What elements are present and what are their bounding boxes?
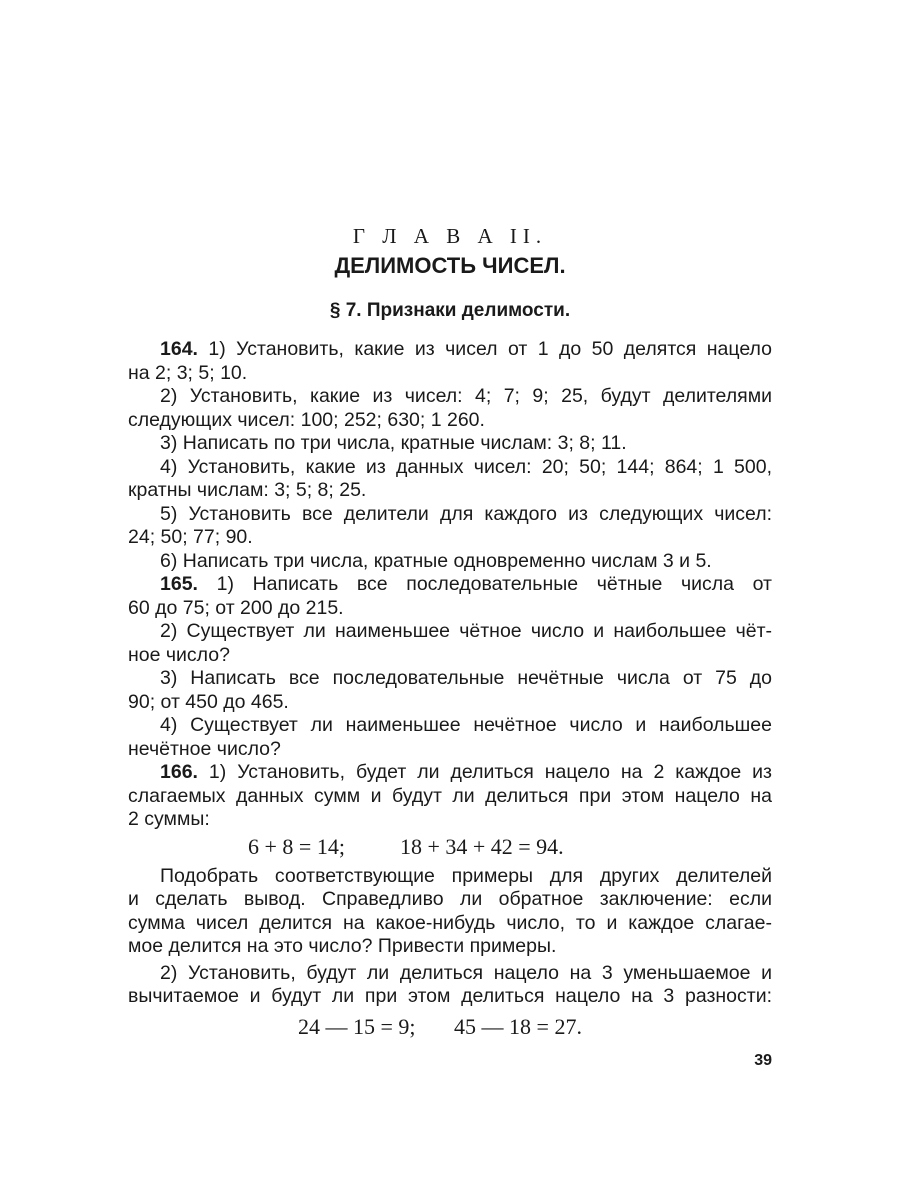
text-line: мое делится на это число? Привести примеры. [128, 935, 557, 957]
text-line: сумма чисел делится на какое-нибудь число, то и каждое слагае- [128, 911, 772, 934]
text-line: 60 до 75; от 200 до 215. [128, 596, 344, 619]
text-line: 3) Написать по три числа, кратные числам: 3; 8; 11. [160, 432, 627, 454]
text-line: 24; 50; 77; 90. [128, 526, 253, 548]
formula-part: 45 — 18 = 27. [454, 1013, 582, 1039]
exercise-164-line [128, 338, 772, 362]
text-line: 90; от 450 до 465. [128, 690, 289, 713]
formula-differences [128, 1012, 772, 1042]
text-line: 3) Написать все последовательные нечётные числа от 75 до [160, 667, 772, 689]
text-line: на 2; 3; 5; 10. [128, 361, 248, 384]
text-line: нечётное число? [128, 737, 281, 760]
formula-sums [128, 832, 772, 862]
section-title: § 7. Признаки делимости. [329, 300, 571, 321]
exercise-number: 165. [160, 573, 198, 595]
formula-part: 18 + 34 + 42 = 94. [399, 833, 564, 859]
text-line: вычитаемое и будут ли при этом делиться нацело на 3 разности: [128, 985, 772, 1007]
text-line: Подобрать соответствующие примеры для других делителей [160, 864, 772, 887]
text-line: 5) Установить все делители для каждого из следующих чисел: [160, 502, 772, 525]
text-line: 6) Написать три числа, кратные одновременно числам 3 и 5. [160, 549, 712, 572]
text-line: 1) Установить, будет ли делиться нацело на 2 каждое из [208, 761, 772, 783]
formula-part: 6 + 8 = 14; [248, 833, 345, 859]
chapter-title: ДЕЛИМОСТЬ ЧИСЕЛ. [334, 253, 566, 278]
exercise-number: 166. [160, 761, 198, 783]
exercise-165-line [128, 573, 772, 597]
text-line: 1) Написать все последовательные чётные числа от [216, 573, 772, 595]
text-line: 4) Существует ли наименьшее нечётное число и наибольшее [160, 714, 772, 736]
text-line: 2) Существует ли наименьшее чётное число и наибольшее чёт- [160, 620, 772, 642]
text-line: слагаемых данных сумм и будут ли делиться при этом нацело на [128, 784, 772, 807]
exercise-166-line [128, 761, 772, 785]
text-line: 1) Установить, какие из чисел от 1 до 50 делятся нацело [208, 338, 772, 360]
text-line: 2) Установить, какие из чисел: 4; 7; 9; 25, будут делителями [160, 385, 772, 407]
exercise-number: 164. [160, 338, 198, 360]
formula-part: 24 — 15 = 9; [298, 1013, 416, 1039]
text-line: 2) Установить, будут ли делиться нацело на 3 уменьшаемое и [160, 961, 772, 984]
page-body [128, 338, 772, 1042]
text-line: ное число? [128, 643, 230, 666]
text-line: 4) Установить, какие из данных чисел: 20; 50; 144; 864; 1 500, [160, 455, 772, 478]
text-line: следующих чисел: 100; 252; 630; 1 260. [128, 408, 485, 431]
text-line: 2 суммы: [128, 808, 210, 830]
page-number: 39 [754, 1052, 772, 1069]
chapter-label: Г Л А В А II. [352, 224, 548, 248]
text-line: кратны числам: 3; 5; 8; 25. [128, 479, 367, 501]
text-line: и сделать вывод. Справедливо ли обратное заключение: если [128, 888, 772, 910]
